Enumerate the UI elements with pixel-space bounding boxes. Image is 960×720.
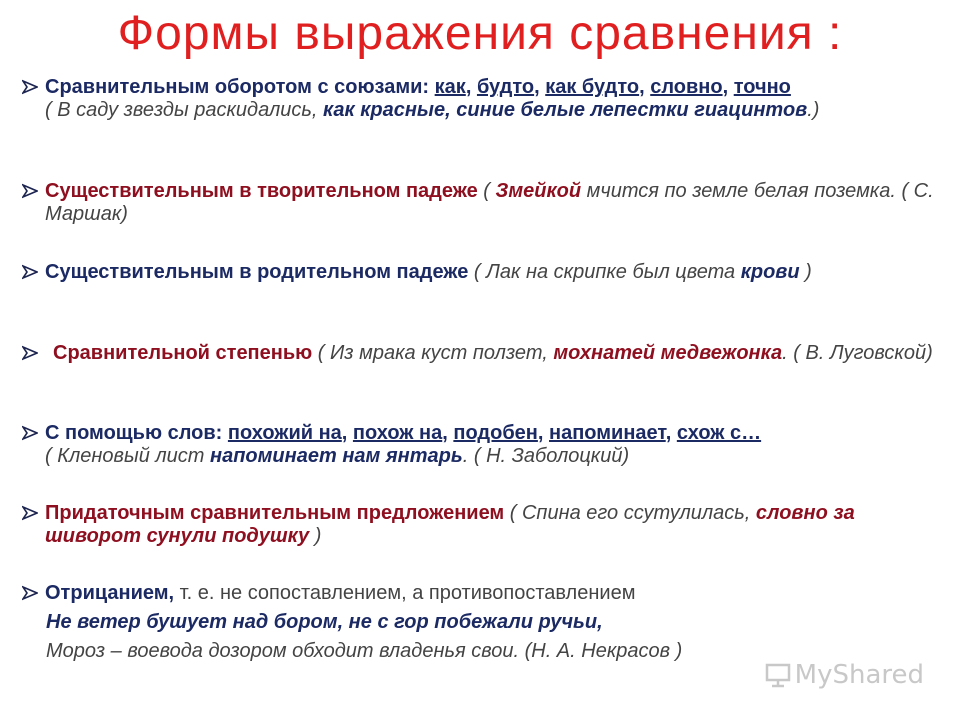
arrow-bullet-icon: [22, 505, 38, 521]
example-text: . ( В. Луговской): [782, 342, 933, 364]
list-item-genitive-case: [22, 261, 937, 284]
example-text: ( В саду звезды раскидались,: [45, 99, 324, 121]
example-text: ): [309, 525, 322, 547]
item-lead: Отрицанием,: [45, 582, 180, 604]
page-title: Формы выражения сравнения :: [117, 7, 843, 60]
list-item-comparative-degree: [22, 342, 937, 365]
conjunction: как будто: [545, 76, 640, 98]
list-item-instrumental-case: [22, 180, 937, 226]
list-item-comparative-phrase: [22, 76, 937, 122]
list-item-negation: [22, 582, 937, 663]
comparison-word: похож на: [352, 422, 443, 444]
example-text: (: [477, 180, 496, 202]
conjunction: словно: [650, 76, 723, 98]
arrow-bullet-icon: [22, 585, 38, 601]
comparison-word: похожий на: [227, 422, 342, 444]
arrow-bullet-icon: [22, 345, 38, 361]
example-text: ( Спина его ссутулилась,: [504, 502, 756, 524]
watermark: [765, 660, 924, 690]
example-highlight: напоминает нам янтарь: [210, 445, 463, 467]
watermark-text: MyShared: [794, 660, 924, 690]
example-text: .): [807, 99, 820, 121]
item-lead: Сравнительным оборотом с союзами:: [45, 76, 435, 98]
example-text: ( Кленовый лист: [45, 445, 210, 467]
example-highlight: мохнатей медвежонка: [553, 342, 783, 364]
item-lead: С помощью слов:: [45, 422, 228, 444]
item-description: т. е. не сопоставлением, а противопоставлением: [179, 582, 636, 604]
example-highlight: крови: [740, 261, 800, 283]
arrow-bullet-icon: [22, 183, 38, 199]
conjunction: как: [434, 76, 466, 98]
example-text: ( Лак на скрипке был цвета: [468, 261, 741, 283]
separator: ,: [534, 76, 546, 98]
poem-line-2: Мороз – воевода дозором обходит владенья свои. (Н. А. Некрасов ): [46, 640, 683, 662]
example-text: мчится по земле белая поземка. ( С. Маршак): [45, 180, 934, 225]
example-text: . ( Н. Заболоцкий): [462, 445, 630, 467]
item-lead: Существительным в родительном падеже: [45, 261, 469, 283]
example-highlight: Змейкой: [495, 180, 582, 202]
list-item-subordinate-clause: [22, 502, 937, 548]
comparison-word: подобен: [453, 422, 538, 444]
example-text: ( Из мрака куст ползет,: [312, 342, 554, 364]
item-lead: Существительным в творительном падеже: [45, 180, 478, 202]
separator: ,: [639, 76, 651, 98]
conjunction: точно: [733, 76, 791, 98]
presentation-icon: [765, 662, 791, 688]
poem-line-1: Не ветер бушует над бором, не с гор побежали ручьи,: [46, 611, 603, 633]
list-item-comparison-words: С помощью слов: похожий на, похож на, подобен, напоминает, схож с… ( Кленовый лист напоминает нам янтарь. ( Н. Заболоцкий): [22, 422, 937, 468]
separator: ,: [722, 76, 734, 98]
example-highlight: как красные, синие белые лепестки гиацинтов: [323, 99, 808, 121]
arrow-bullet-icon: [22, 79, 38, 95]
arrow-bullet-icon: [22, 264, 38, 280]
conjunction: будто: [476, 76, 535, 98]
separator: ,: [465, 76, 477, 98]
example-highlight: словно за шиворот сунули подушку: [45, 502, 855, 547]
item-lead: Придаточным сравнительным предложением: [45, 502, 505, 524]
arrow-bullet-icon: [22, 425, 38, 441]
example-text: ): [799, 261, 812, 283]
item-lead: Сравнительной степенью: [53, 342, 313, 364]
comparison-word: напоминает: [549, 422, 666, 444]
comparison-word: схож с…: [676, 422, 762, 444]
